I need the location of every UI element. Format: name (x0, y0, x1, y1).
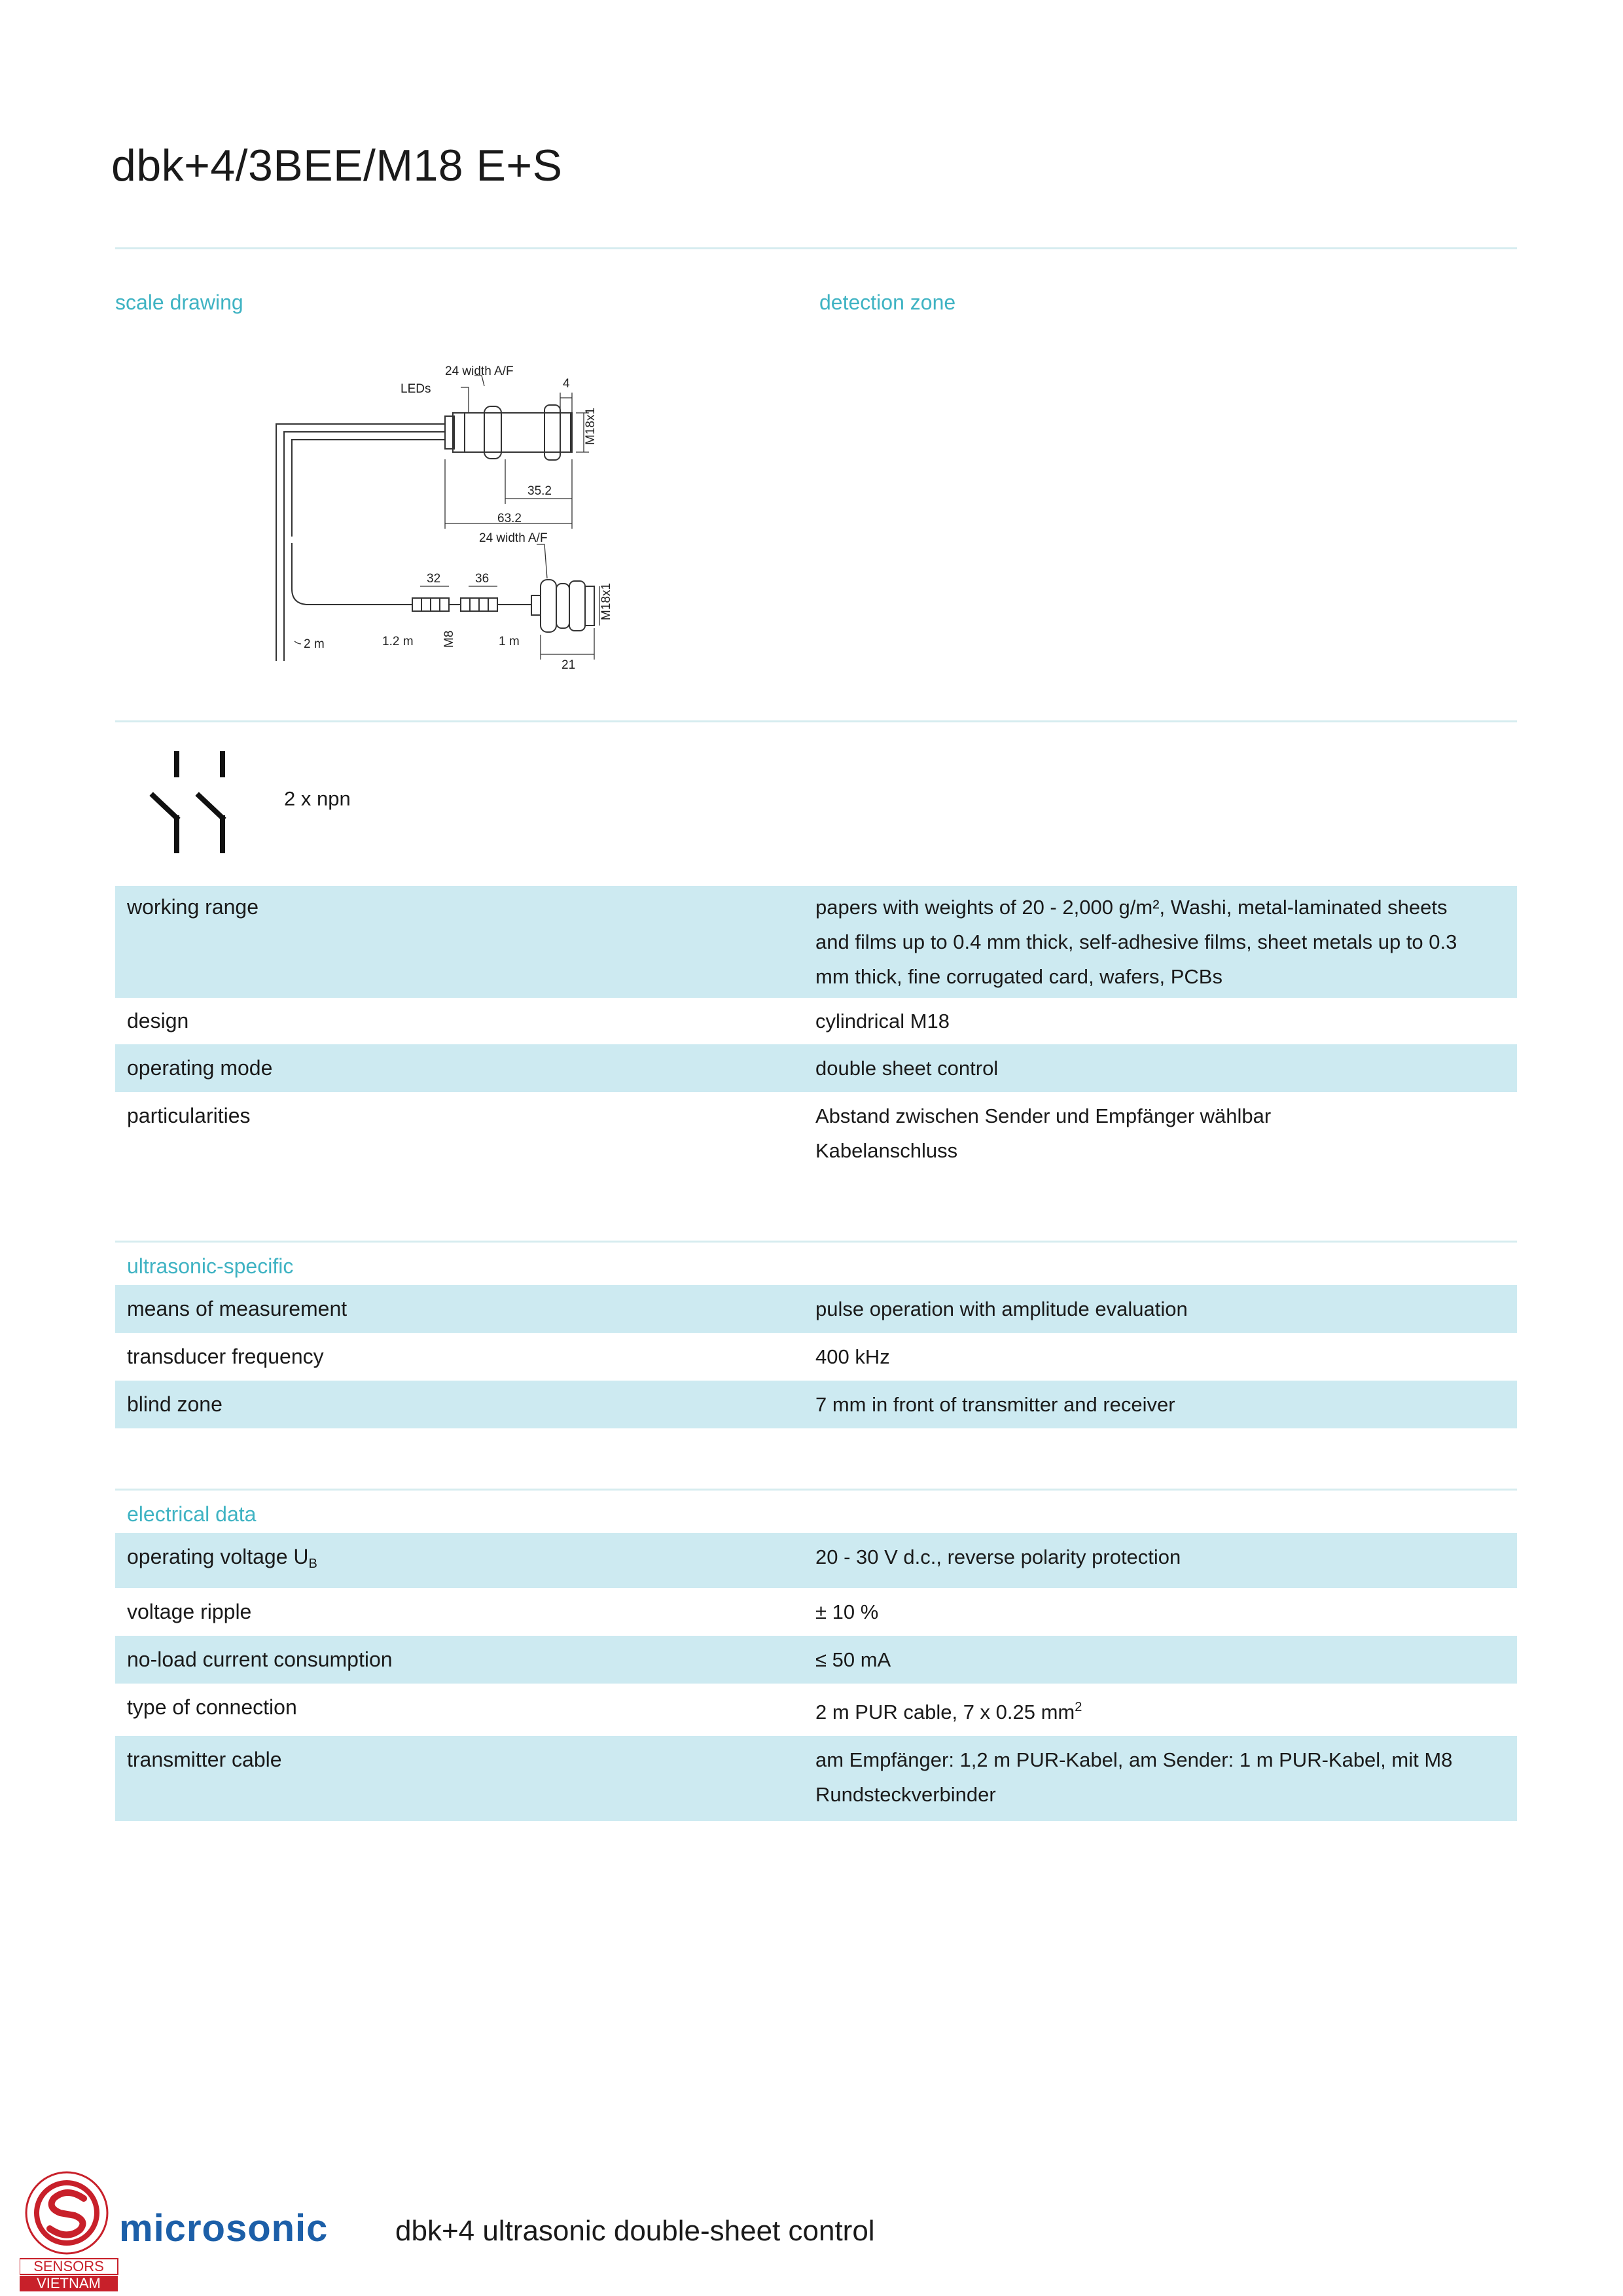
section-ultrasonic: ultrasonic-specific (127, 1254, 294, 1278)
spec-key: no-load current consumption (127, 1648, 393, 1671)
label-thread-lower: M18x1 (599, 582, 613, 620)
divider (115, 1489, 1517, 1491)
scale-drawing (249, 347, 681, 674)
spec-row (115, 1636, 1517, 1684)
label-dim-4: 4 (563, 377, 570, 391)
spec-value: 400 kHz (815, 1345, 890, 1368)
spec-row (115, 1333, 1517, 1381)
spec-value: cylindrical M18 (815, 1010, 950, 1033)
spec-value: ± 10 % (815, 1600, 879, 1623)
label-cable-1-2m: 1.2 m (382, 635, 414, 648)
page-title: dbk+4/3BEE/M18 E+S (111, 141, 563, 190)
section-detection-zone: detection zone (819, 291, 956, 314)
section-scale-drawing: scale drawing (115, 291, 243, 314)
spec-value: 2 m PUR cable, 7 x 0.25 $mm^2$ (815, 1700, 1082, 1723)
footer-caption: dbk+4 ultrasonic double-sheet control (395, 2215, 875, 2247)
label-leds: LEDs (401, 382, 431, 396)
spec-key: means of measurement (127, 1297, 348, 1320)
spec-key: blind zone (127, 1392, 223, 1416)
spec-row (115, 1044, 1517, 1092)
spec-key: operating voltage $U_B$ (127, 1545, 317, 1571)
general-specs-table (115, 886, 1517, 1172)
spec-key: voltage ripple (127, 1600, 252, 1623)
spec-key: transmitter cable (127, 1748, 282, 1771)
spec-key: design (127, 1009, 189, 1033)
spec-value: papers with weights of 20 - 2,000 g/m², Washi, metal-laminated sheets and films up to 0.4 mm thick, self-adhesive films, sheet metals up to 0.3 mm thick, fine corrugated card, wafers, PCBs (815, 896, 1457, 988)
brand-logo: microsonic (119, 2207, 329, 2250)
divider (115, 247, 1517, 249)
label-cable-1m: 1 m (499, 635, 520, 648)
section-electrical: electrical data (127, 1502, 257, 1526)
label-thread-upper: M18x1 (584, 407, 597, 445)
spec-row (115, 1381, 1517, 1428)
spec-key: type of connection (127, 1695, 297, 1719)
label-dim-21: 21 (562, 658, 576, 672)
spec-value: 7 mm in front of transmitter and receiver (815, 1393, 1175, 1416)
spec-row (115, 1684, 1517, 1736)
spec-row (115, 1736, 1517, 1821)
label-dim-63-2: 63.2 (497, 512, 522, 525)
spec-key: operating mode (127, 1056, 273, 1080)
label-dim-35-2: 35.2 (527, 484, 552, 498)
spec-row (115, 1285, 1517, 1333)
electrical-specs-table (115, 1495, 1517, 1821)
divider (115, 1241, 1517, 1243)
label-cable-2m: 2 m (304, 637, 325, 651)
spec-value: 20 - 30 V d.c., reverse polarity protection (815, 1545, 1181, 1568)
label-m8: M8 (442, 630, 456, 648)
spec-value: ≤ 50 mA (815, 1648, 891, 1671)
logo-text-bottom: VIETNAM (37, 2275, 101, 2291)
sensors-vietnam-logo (20, 2167, 124, 2291)
spec-row (115, 1092, 1517, 1172)
spec-value: pulse operation with amplitude evaluation (815, 1298, 1188, 1320)
spec-value: double sheet control (815, 1057, 999, 1080)
label-af-lower: 24 width A/F (479, 531, 548, 545)
spec-row (115, 998, 1517, 1044)
label-dim-32: 32 (427, 572, 441, 586)
spec-key: transducer frequency (127, 1345, 324, 1368)
spec-key: working range (127, 895, 259, 919)
output-type: 2 x npn (284, 787, 351, 810)
label-af-upper: 24 width A/F (445, 364, 514, 378)
spec-row (115, 1533, 1517, 1588)
spec-row (115, 886, 1517, 998)
spec-key: particularities (127, 1104, 251, 1127)
label-dim-36: 36 (475, 572, 490, 586)
logo-text-top: SENSORS (33, 2258, 104, 2274)
spec-value: am Empfänger: 1,2 m PUR-Kabel, am Sender: 1 m PUR-Kabel, mit M8 Rundsteckverbinder (815, 1748, 1453, 1806)
ultrasonic-specs-table (115, 1247, 1517, 1428)
spec-value: Abstand zwischen Sender und Empfänger wählbar Kabelanschluss (815, 1104, 1272, 1162)
switch-npn-icon (145, 750, 237, 855)
spec-row (115, 1588, 1517, 1636)
divider (115, 720, 1517, 722)
